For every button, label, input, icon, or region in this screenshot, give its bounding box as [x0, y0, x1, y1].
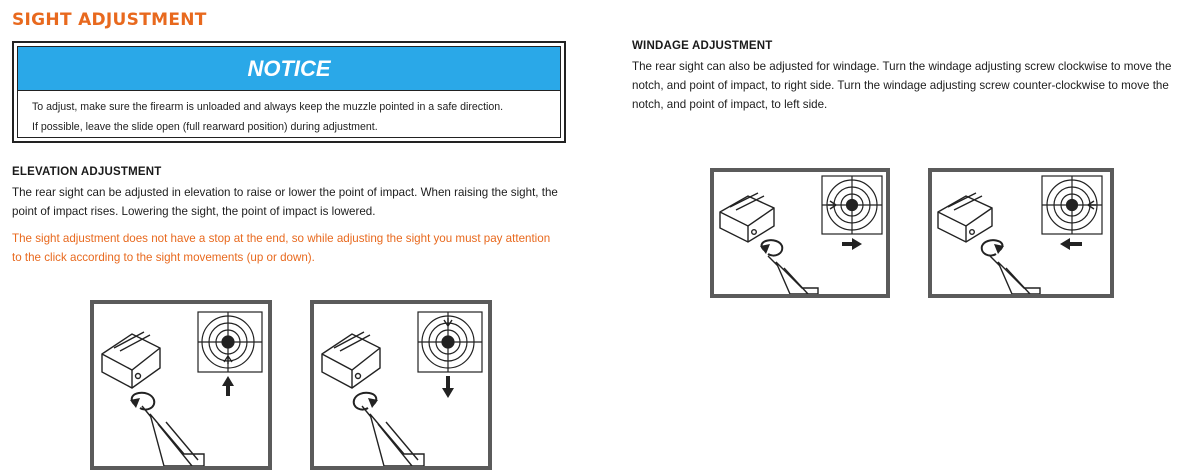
windage-heading: WINDAGE ADJUSTMENT: [632, 40, 773, 52]
notice-text: [18, 91, 560, 137]
page-title: SIGHT ADJUSTMENT: [12, 10, 207, 30]
rear-sight-icon: [322, 332, 380, 388]
notice-line-2: If possible, leave the slide open (full rearward position) during adjustment.: [32, 121, 378, 133]
windage-right-figure: [710, 168, 890, 298]
down-arrow-icon: [442, 376, 454, 398]
elevation-warning-line-1: The sight adjustment does not have a stop at the end, so while adjusting the sight you must pay attention: [12, 232, 551, 245]
elevation-text: [12, 183, 558, 221]
screwdriver-icon: [362, 406, 424, 466]
windage-line-1: The rear sight can also be adjusted for windage. Turn the windage adjusting screw clockwise to move the: [632, 60, 1172, 73]
target-icon: [822, 176, 882, 234]
elevation-line-2: point of impact rises. Lowering the sight, the point of impact is lowered.: [12, 205, 376, 218]
windage-line-3: notch, and point of impact, to left side.: [632, 98, 828, 111]
elevation-raise-figure: [90, 300, 272, 470]
notice-box: [12, 41, 566, 143]
right-arrow-icon: [842, 238, 862, 250]
notice-header: NOTICE: [18, 47, 560, 91]
rear-sight-icon: [720, 193, 774, 242]
elevation-heading: ELEVATION ADJUSTMENT: [12, 166, 162, 178]
target-icon: [198, 312, 262, 372]
windage-left-figure: [928, 168, 1114, 298]
screwdriver-icon: [142, 406, 204, 466]
target-icon: [1042, 176, 1102, 234]
rear-sight-icon: [938, 193, 992, 242]
windage-text: [632, 57, 1171, 114]
screwdriver-icon: [990, 256, 1040, 294]
left-arrow-icon: [1060, 238, 1082, 250]
elevation-warning: [12, 229, 550, 267]
target-icon: [418, 312, 482, 372]
elevation-warning-line-2: to the click according to the sight movements (up or down).: [12, 251, 315, 264]
elevation-lower-figure: [310, 300, 492, 470]
screwdriver-icon: [768, 256, 818, 294]
rear-sight-icon: [102, 332, 160, 388]
windage-line-2: notch, and point of impact, to right side. Turn the windage adjusting screw counter-clockwise to move the: [632, 79, 1169, 92]
up-arrow-icon: [222, 376, 234, 396]
notice-line-1: To adjust, make sure the firearm is unloaded and always keep the muzzle pointed in a safe direction.: [32, 101, 504, 113]
elevation-line-1: The rear sight can be adjusted in elevation to raise or lower the point of impact. When raising the sight, the: [12, 186, 558, 199]
